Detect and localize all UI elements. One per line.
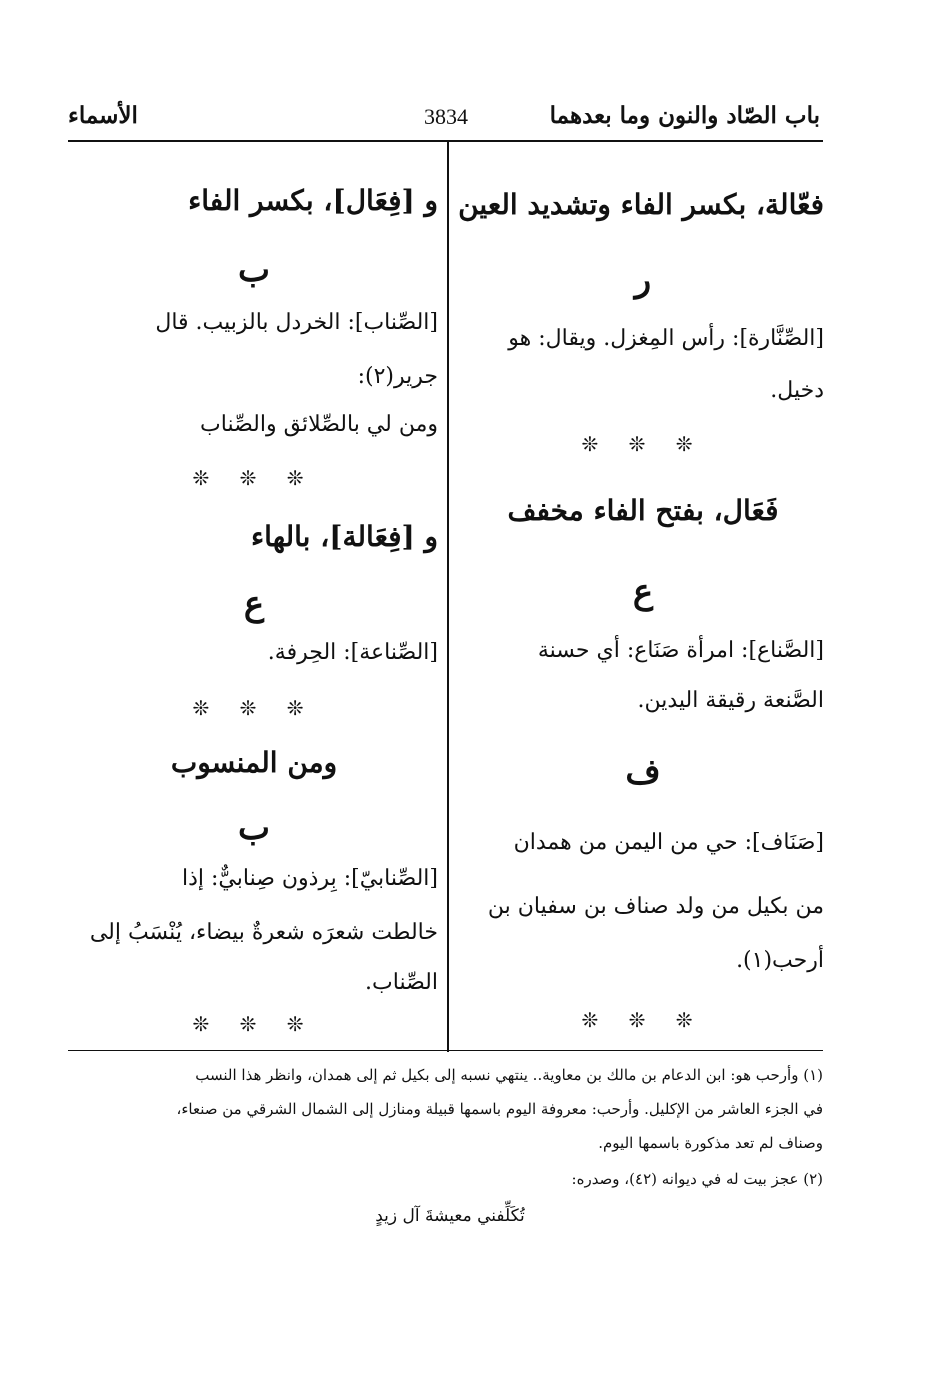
entry-sinabi-line-3: الصِّناب. <box>365 970 438 995</box>
separator-stars: ❊ ❊ ❊ <box>192 466 316 490</box>
entry-sinab-verse: ومن لي بالصِّلائق والصِّناب <box>200 412 438 437</box>
footnote-1-line-1: (١) وأرحب هو: ابن الدعام بن مالك بن معاوية.. ينتهي نسبه إلى بكيل ثم إلى همدان، وانظر هذا النسب <box>195 1066 823 1084</box>
right-heading-2: فَعَال، بفتح الفاء مخفف <box>507 494 779 527</box>
separator-stars: ❊ ❊ ❊ <box>192 1012 316 1036</box>
entry-sinabi-line-1: [الصِّنابيّ]: بِرذون صِنابيٌّ: إذا <box>181 866 438 891</box>
entry-sinab-line-2: جرير(٢): <box>357 364 438 389</box>
footnote-1-line-2: في الجزء العاشر من الإكليل. وأرحب: معروفة اليوم باسمها قبيلة ومنازل إلى الشمال الشرقي من صنعاء، <box>176 1100 823 1118</box>
entry-sanaf-line-1: [صَنَاف]: حي من اليمن من همدان <box>513 830 824 855</box>
page-header <box>68 100 820 140</box>
separator-stars: ❊ ❊ ❊ <box>192 696 316 720</box>
entry-sanaa-line-1: [الصَّناع]: امرأة صَنَاع: أي حسنة <box>537 638 824 663</box>
left-heading-2: و [فِعَالة]، بالهاء <box>251 520 438 553</box>
footnote-1-line-3: وصناف لم تعد مذكورة باسمها اليوم. <box>598 1134 823 1152</box>
separator-stars: ❊ ❊ ❊ <box>581 432 705 456</box>
section-title: الأسماء <box>68 102 138 129</box>
right-letter-ain: ع <box>632 572 654 612</box>
entry-sanaf-line-2: من بكيل من ولد صناف بن سفيان بن <box>487 894 824 919</box>
left-letter-ain: ع <box>243 584 265 624</box>
header-rule <box>68 140 823 142</box>
footnote-2-line-1: (٢) عجز بيت له في ديوانه (٤٢)، وصدره: <box>571 1170 823 1188</box>
page-number: 3834 <box>424 104 468 129</box>
entry-sinab-line-1: [الصِّناب]: الخردل بالزبيب. قال <box>155 310 438 335</box>
footnote-2-verse: تُكَلِّفني معيشةَ آل زيدٍ <box>375 1206 525 1226</box>
column-divider <box>447 140 449 1052</box>
entry-sinnara-line-1: [الصِّنَّارة]: رأس المِغزل. ويقال: هو <box>508 326 824 351</box>
entry-sanaf-line-3: أرحب(١). <box>736 948 824 973</box>
right-heading-1: فعّالة، بكسر الفاء وتشديد العين <box>458 188 824 221</box>
separator-stars: ❊ ❊ ❊ <box>581 1008 705 1032</box>
chapter-title: باب الصّاد والنون وما بعدهما <box>549 102 820 129</box>
entry-sinnara-line-2: دخيل. <box>770 378 824 403</box>
right-letter-ra: ر <box>634 260 652 300</box>
entry-sinabi-line-2: خالطت شعرَه شعرةٌ بيضاء، يُنْسَبُ إلى <box>89 920 438 945</box>
entry-sanaa-line-2: الصَّنعة رقيقة اليدين. <box>637 688 824 713</box>
entry-sinaa: [الصِّناعة]: الحِرفة. <box>267 640 438 665</box>
left-letter-ba-2: ب <box>237 808 270 848</box>
left-letter-ba: ب <box>237 250 270 290</box>
left-heading-1: و [فِعَال]، بكسر الفاء <box>188 184 438 217</box>
left-heading-3: ومن المنسوب <box>170 746 338 779</box>
footnote-rule <box>68 1050 823 1051</box>
right-letter-fa: ف <box>625 752 661 792</box>
